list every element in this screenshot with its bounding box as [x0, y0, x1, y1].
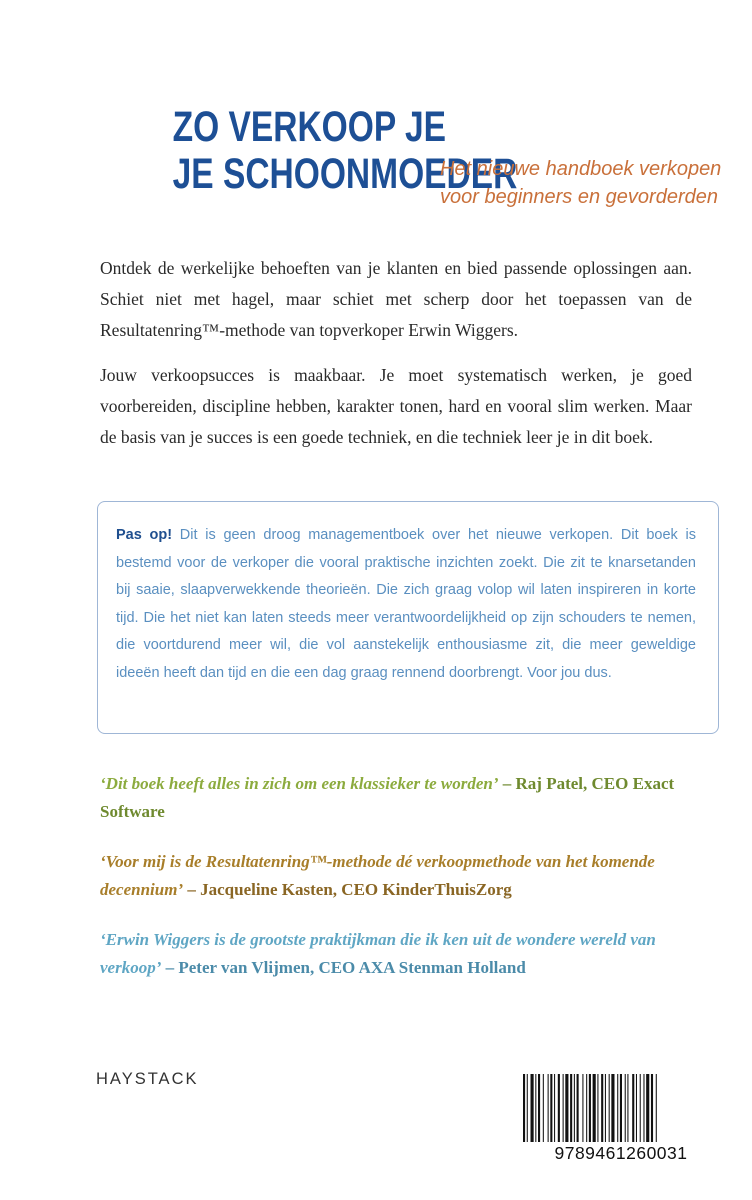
- barcode-bar: [620, 1074, 622, 1142]
- book-subtitle-line-1: Het nieuwe handboek verkopen: [440, 158, 722, 180]
- warning-callout-box: [97, 501, 719, 734]
- book-subtitle-line-2: voor beginners en gevorderden: [440, 186, 718, 208]
- barcode-bar: [577, 1074, 579, 1142]
- barcode-bar: [582, 1074, 583, 1142]
- intro-paragraph: Ontdek de werkelijke behoeften van je klanten en bied passende oplossingen aan. Schiet niet met hagel, maar schiet met scherp door het toepassen van de Resultatenring™-methode van topverkoper Erwin Wiggers.: [100, 258, 692, 340]
- barcode-bar: [531, 1074, 534, 1142]
- barcode-bar: [563, 1074, 564, 1142]
- barcode-bar: [601, 1074, 603, 1142]
- success-paragraph: Jouw verkoopsucces is maakbaar. Je moet systematisch werken, je goed voorbereiden, discipline hebben, karakter tonen, hard en vooral slim werken. Maar de basis van je succes is een goede techniek, en die techniek leer je in dit boek.: [100, 365, 692, 447]
- book-title-line-1: ZO VERKOOP JE: [172, 103, 446, 151]
- publisher-logo: HAYSTACK: [96, 1070, 199, 1088]
- book-title: [172, 103, 518, 198]
- isbn-number: 9789461260031: [554, 1143, 688, 1163]
- barcode-bar: [643, 1074, 644, 1142]
- barcode-bar: [538, 1074, 540, 1142]
- barcode-bar: [627, 1074, 628, 1142]
- barcode-bar: [570, 1074, 572, 1142]
- barcode-bar: [605, 1074, 606, 1142]
- barcode-bar: [609, 1074, 610, 1142]
- barcode-bar: [548, 1074, 549, 1142]
- barcode-bar: [656, 1074, 657, 1142]
- barcode-bar: [646, 1074, 649, 1142]
- quote-2-source: – Jacqueline Kasten, CEO KinderThuisZorg: [183, 880, 512, 899]
- barcode-bar: [597, 1074, 598, 1142]
- endorsement-quote-2: [100, 848, 700, 904]
- barcode-bar: [558, 1074, 560, 1142]
- callout-lead: Pas op!: [116, 527, 173, 543]
- barcode-bar: [554, 1074, 555, 1142]
- barcode-bar: [593, 1074, 596, 1142]
- barcode-bar: [523, 1074, 525, 1142]
- endorsement-quote-1: [100, 770, 700, 826]
- barcode-bar: [550, 1074, 552, 1142]
- barcode-bar: [527, 1074, 528, 1142]
- barcode-bar: [586, 1074, 587, 1142]
- barcode-bar: [625, 1074, 626, 1142]
- quote-2-text: ‘Voor mij is de Resultatenring™-methode dé verkoopmethode van het komende decennium’: [100, 852, 655, 899]
- barcode-bar: [611, 1074, 614, 1142]
- barcode-bar: [543, 1074, 544, 1142]
- book-subtitle: [440, 155, 740, 211]
- barcode-bar: [636, 1074, 637, 1142]
- barcode-bar: [617, 1074, 618, 1142]
- quote-1-source: – Raj Patel, CEO Exact Software: [100, 774, 675, 821]
- book-title-line-2: JE SCHOONMOEDER: [172, 150, 518, 198]
- barcode-bar: [535, 1074, 536, 1142]
- barcode-bar: [640, 1074, 641, 1142]
- barcode-bar: [565, 1074, 568, 1142]
- barcode-bar: [574, 1074, 575, 1142]
- barcode-bar: [632, 1074, 634, 1142]
- quote-3-source: – Peter van Vlijmen, CEO AXA Stenman Holland: [161, 958, 526, 977]
- barcode-bar: [651, 1074, 653, 1142]
- barcode-bar: [589, 1074, 591, 1142]
- endorsement-quote-3: [100, 926, 700, 982]
- quote-1-text: ‘Dit boek heeft alles in zich om een klassieker te worden’: [100, 774, 499, 793]
- quote-3-text: ‘Erwin Wiggers is de grootste praktijkman die ik ken uit de wondere wereld van verkoop’: [100, 930, 656, 977]
- callout-text: Dit is geen droog managementboek over het nieuwe verkopen. Dit boek is bestemd voor de verkoper die vooral praktische inzichten zoekt. Die zit te knarsetanden bij saaie, slaapverwekkende theorieën. Die zich graag volop wil laten inspireren in korte tijd. Die het niet kan laten steeds meer verantwoordelijkheid op zijn schouders te nemen, die voortdurend meer wil, die vol aanstekelijk enthousiasme zit, die meer geweldige ideeën heeft dan tijd en die een dag graag rennend doorbrengt. Voor jou dus.: [116, 527, 696, 681]
